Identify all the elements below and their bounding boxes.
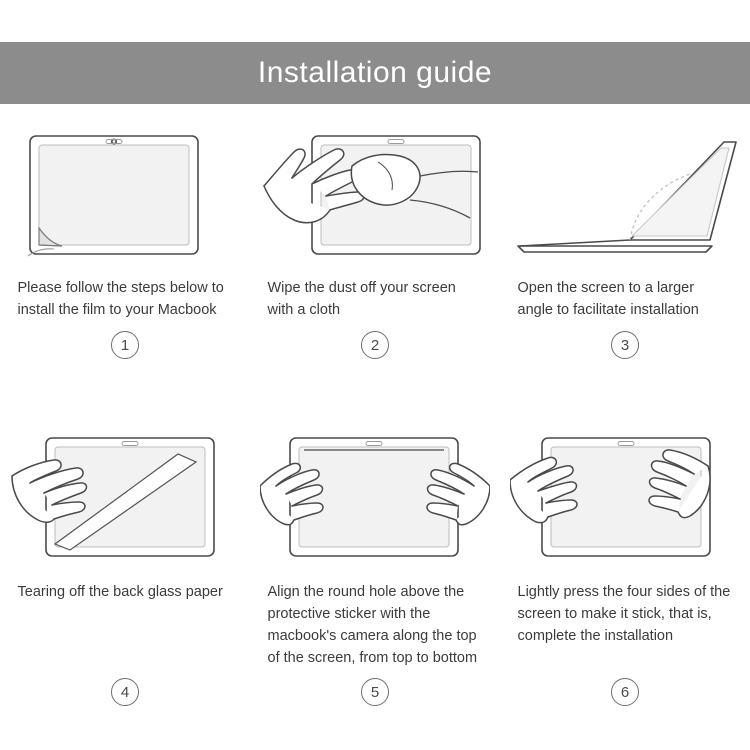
step-caption-1: Please follow the steps below to install the film to your Macbook — [17, 280, 224, 318]
step-number-3: 3 — [611, 331, 639, 359]
illustration-step-4 — [10, 432, 240, 567]
step-number-wrap-5 — [260, 678, 490, 706]
step-number-wrap-3 — [510, 331, 740, 359]
step-card-5 — [250, 426, 500, 706]
illustration-step-1 — [10, 128, 240, 263]
step-number-6: 6 — [611, 678, 639, 706]
illustration-step-3 — [510, 128, 740, 263]
step-card-2 — [250, 128, 500, 400]
illustration-step-2 — [260, 128, 490, 263]
steps-grid — [0, 128, 750, 706]
step-card-6 — [500, 426, 750, 706]
illustration-step-6 — [510, 432, 740, 567]
step-number-1: 1 — [111, 331, 139, 359]
step-card-3 — [500, 128, 750, 400]
step-number-wrap-2 — [260, 331, 490, 359]
step-number-2: 2 — [361, 331, 389, 359]
step-number-wrap-1 — [10, 331, 240, 359]
step-caption-5: Align the round hole above the protective sticker with the macbook's camera along the top of the screen, from top to bottom — [267, 584, 478, 666]
page-title: Installation guide — [257, 56, 493, 89]
step-number-4: 4 — [111, 678, 139, 706]
step-caption-6: Lightly press the four sides of the screen to make it stick, that is, complete the installation — [517, 584, 731, 644]
step-card-1 — [0, 128, 250, 400]
step-card-4 — [0, 426, 250, 706]
step-caption-3: Open the screen to a larger angle to facilitate installation — [517, 280, 699, 318]
step-number-5: 5 — [361, 678, 389, 706]
illustration-step-5 — [260, 432, 490, 567]
header-banner — [0, 42, 750, 104]
step-number-wrap-6 — [510, 678, 740, 706]
step-caption-4: Tearing off the back glass paper — [17, 584, 223, 600]
step-caption-2: Wipe the dust off your screen with a cloth — [267, 280, 456, 318]
step-number-wrap-4 — [10, 678, 240, 706]
